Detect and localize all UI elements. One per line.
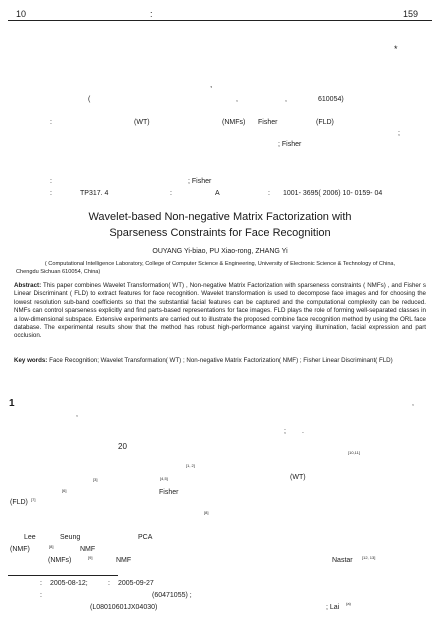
paper-affiliation-line-2: Chengdu Sichuan 610054, China) bbox=[16, 269, 101, 275]
nmf-term: NMF bbox=[80, 546, 96, 553]
cn-abstract-semicolon: ; bbox=[398, 130, 400, 137]
nmf-ref: [8] bbox=[49, 544, 54, 549]
cn-doc-code: A bbox=[215, 190, 220, 197]
ref-4-5: [4,5] bbox=[160, 476, 168, 481]
ref-10-11: [10,11] bbox=[348, 450, 360, 455]
revised-colon: : bbox=[108, 580, 110, 587]
cn-class-code: TP317. 4 bbox=[80, 190, 109, 197]
received-colon: : bbox=[40, 580, 42, 587]
cn-abstract-nmfs: (NMFs) bbox=[222, 119, 246, 126]
nastar-ref: [12, 13] bbox=[362, 555, 376, 560]
cn-abstract-fisher: Fisher bbox=[258, 119, 278, 126]
nmf-term-2: NMF bbox=[116, 557, 132, 564]
fisher-name: Fisher bbox=[159, 489, 179, 496]
ref-1-2: [1, 2] bbox=[186, 463, 195, 468]
affil-paren: ( bbox=[88, 96, 91, 103]
nmfs-ref: [9] bbox=[88, 555, 93, 560]
nmf-abbrev: (NMF) bbox=[10, 546, 30, 553]
author-separator: , bbox=[210, 80, 213, 89]
body-semicolon: ; bbox=[284, 428, 286, 435]
cn-keywords-fisher: ; Fisher bbox=[188, 178, 212, 185]
section-number: 1 bbox=[9, 398, 15, 409]
abstract-text: This paper combines Wavelet Transformation( WT) , Non-negative Matrix Factorization with sparseness constraints ( NMFs) , and Fisher s Linear Discriminant ( FLD) to extract features for face recognition. Wavelet transformation is used to decompose face images and for choosing the lowest resolution sub-band coefficients so that the substantial facial features can be captured and the computational complexity can be reduced. NMFs can control sparseness explicitly and find parts-based representations for face images. FLD plays the role of forming well-separated classes in a low-dimensional subspace. Extensive experiments are carried out to illustrate the proposed combine face recognition method by using the ORL face database. The experimental results show that the method has robust high-performance against varying illumination, facial expression and part occlusion. bbox=[14, 282, 426, 340]
cn-abstract-fisher-2: ; Fisher bbox=[278, 141, 302, 148]
project-number: (L08010601JX04030) bbox=[90, 604, 158, 611]
body-comma-b: , bbox=[76, 411, 78, 418]
cn-abstract-colon: : bbox=[50, 119, 52, 126]
author-bio-sup: (a) bbox=[346, 601, 351, 606]
title-footnote-star: * bbox=[394, 44, 398, 54]
author-bio-prefix: ; Lai bbox=[326, 604, 340, 611]
cn-abstract-wt: (WT) bbox=[134, 119, 150, 126]
fld-ref: [7] bbox=[31, 497, 36, 502]
body-number-20: 20 bbox=[118, 442, 127, 451]
keywords-label: Key words: bbox=[14, 357, 48, 364]
affil-postcode: 610054) bbox=[318, 96, 344, 103]
paper-affiliation-line-1: ( Computational Intelligence Laboratory, College of Computer Science & Engineering, University of Electronic Science & Technology of China, bbox=[44, 261, 396, 267]
affil-comma-1: , bbox=[236, 96, 238, 103]
page-header-right: 159 bbox=[403, 9, 419, 19]
page-header-left: 10 bbox=[16, 9, 27, 19]
english-keywords bbox=[14, 357, 426, 375]
paper-title-line-2: Sparseness Constraints for Face Recognition bbox=[109, 227, 331, 239]
cn-class-colon: : bbox=[50, 190, 52, 197]
paper-authors: OUYANG Yi-biao, PU Xiao-rong, ZHANG Yi bbox=[152, 248, 288, 255]
received-date: 2005-08-12; bbox=[50, 580, 88, 587]
fund-number: (60471055) ; bbox=[152, 592, 192, 599]
fund-colon: : bbox=[40, 592, 42, 599]
ref-3: [3] bbox=[93, 477, 98, 482]
wt-abbrev: (WT) bbox=[290, 474, 306, 481]
body-comma-a: , bbox=[412, 400, 414, 407]
cn-article-colon: : bbox=[268, 190, 270, 197]
revised-date: 2005-09-27 bbox=[118, 580, 154, 587]
abstract-label: Abstract: bbox=[14, 282, 42, 289]
cn-abstract-fld: (FLD) bbox=[316, 119, 334, 126]
header-rule bbox=[8, 20, 432, 21]
cn-doc-colon: : bbox=[170, 190, 172, 197]
author-lee: Lee bbox=[24, 534, 36, 541]
keywords-text: Face Recognition; Wavelet Transformation( WT) ; Non-negative Matrix Factorization( NMF) ; Fisher Linear Discriminant( FLD) bbox=[47, 357, 393, 364]
english-abstract bbox=[14, 282, 426, 358]
footnote-rule bbox=[8, 575, 118, 576]
paper-title-line-1: Wavelet-based Non-negative Matrix Factorization with bbox=[88, 211, 352, 223]
affil-comma-2: , bbox=[285, 96, 287, 103]
author-seung: Seung bbox=[60, 534, 81, 541]
body-period: . bbox=[302, 428, 304, 435]
fld-abbrev: (FLD) bbox=[10, 499, 28, 506]
cn-keywords-colon: : bbox=[50, 178, 52, 185]
ref-8: [8] bbox=[204, 510, 209, 515]
page-header-mid: : bbox=[150, 9, 153, 19]
ref-6: [6] bbox=[62, 488, 67, 493]
pca-abbrev: PCA bbox=[138, 534, 153, 541]
cn-article-code: 1001- 3695( 2006) 10- 0159- 04 bbox=[283, 190, 383, 197]
author-nastar: Nastar bbox=[332, 557, 353, 564]
nmfs-abbrev: (NMFs) bbox=[48, 557, 72, 564]
